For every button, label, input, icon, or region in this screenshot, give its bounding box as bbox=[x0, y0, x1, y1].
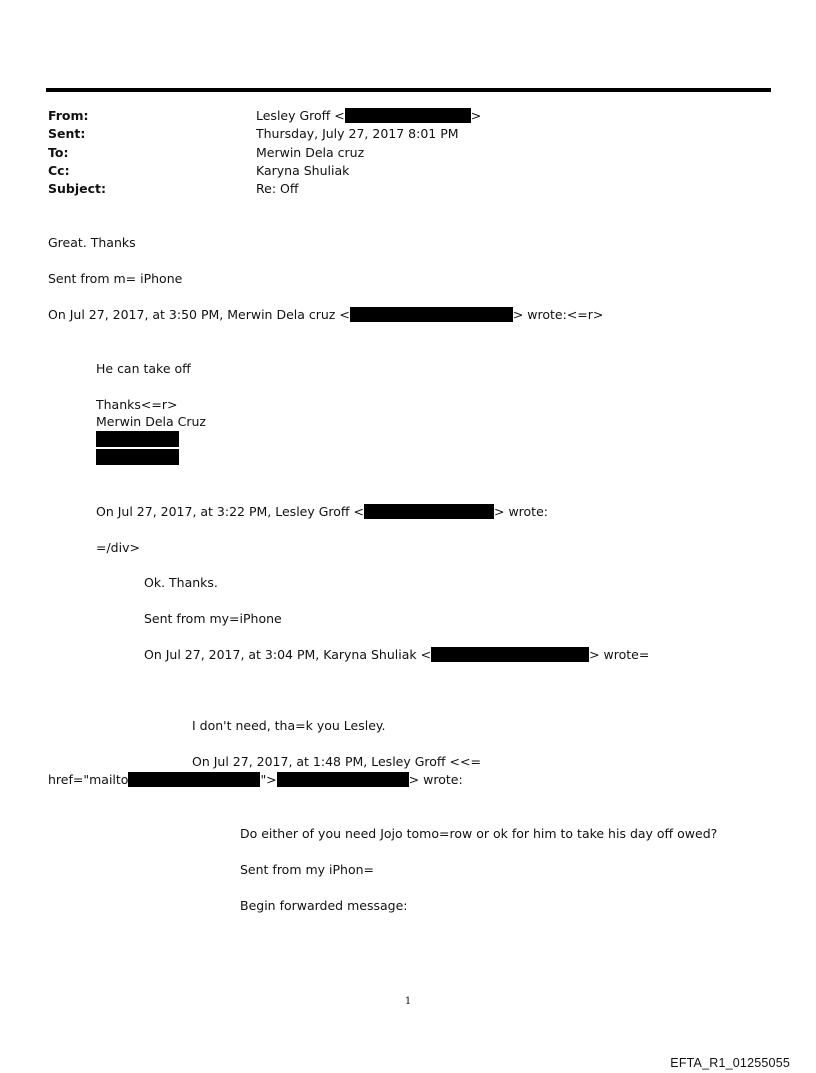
redaction-bar bbox=[345, 108, 471, 123]
quote-header-3-post: > wrote= bbox=[589, 647, 650, 662]
redaction-block bbox=[96, 449, 179, 465]
quote-header-2-pre: On Jul 27, 2017, at 3:22 PM, Lesley Groff < bbox=[96, 504, 364, 519]
to-value: Merwin Dela cruz bbox=[256, 145, 365, 160]
quote-header-1 bbox=[48, 307, 603, 323]
quote-2-text: Ok. Thanks. bbox=[144, 575, 218, 590]
cc-label: Cc: bbox=[48, 163, 70, 178]
quote-1-thanks: Thanks<=r> bbox=[96, 397, 178, 412]
quote-header-4-href: href="mailto bbox=[48, 772, 129, 787]
from-label: From: bbox=[48, 108, 89, 123]
quote-header-4-line1: On Jul 27, 2017, at 1:48 PM, Lesley Groff <<= bbox=[192, 754, 481, 769]
quote-header-3 bbox=[144, 647, 649, 663]
subject-label: Subject: bbox=[48, 181, 106, 196]
from-close: > bbox=[470, 108, 482, 123]
quote-2-sent-from: Sent from my=iPhone bbox=[144, 611, 282, 626]
body-line-greeting: Great. Thanks bbox=[48, 235, 136, 250]
redaction-bar bbox=[277, 772, 409, 787]
quote-header-4-mid: "> bbox=[260, 772, 277, 787]
quote-1-text: He can take off bbox=[96, 361, 191, 376]
to-label: To: bbox=[48, 145, 69, 160]
div-close-artifact: =/div> bbox=[96, 540, 140, 555]
redaction-bar bbox=[364, 504, 494, 519]
quote-4-forwarded: Begin forwarded message: bbox=[240, 898, 408, 913]
cc-value: Karyna Shuliak bbox=[256, 163, 350, 178]
sent-label: Sent: bbox=[48, 126, 86, 141]
from-name: Lesley Groff < bbox=[256, 108, 345, 123]
sent-value: Thursday, July 27, 2017 8:01 PM bbox=[256, 126, 459, 141]
quote-header-2 bbox=[96, 504, 548, 520]
redaction-bar bbox=[431, 647, 589, 662]
subject-value: Re: Off bbox=[256, 181, 299, 196]
quote-3-text: I don't need, tha=k you Lesley. bbox=[192, 718, 386, 733]
quote-header-1-post: > wrote:<=r> bbox=[512, 307, 604, 322]
document-id-footer: EFTA_R1_01255055 bbox=[670, 1056, 790, 1070]
quote-1-signature: Merwin Dela Cruz bbox=[96, 414, 206, 429]
page-number: 1 bbox=[404, 996, 412, 1007]
quote-4-text: Do either of you need Jojo tomo=row or ok for him to take his day off owed? bbox=[240, 826, 718, 841]
quote-header-4-line2 bbox=[48, 772, 463, 788]
redaction-bar bbox=[350, 307, 513, 322]
header-divider bbox=[46, 88, 771, 92]
quote-4-sent-from: Sent from my iPhon= bbox=[240, 862, 375, 877]
redaction-bar bbox=[128, 772, 260, 787]
quote-header-2-post: > wrote: bbox=[494, 504, 548, 519]
quote-header-1-pre: On Jul 27, 2017, at 3:50 PM, Merwin Dela cruz < bbox=[48, 307, 350, 322]
from-value bbox=[256, 108, 481, 124]
body-line-sent-from: Sent from m= iPhone bbox=[48, 271, 183, 286]
redaction-block bbox=[96, 431, 179, 447]
quote-header-3-pre: On Jul 27, 2017, at 3:04 PM, Karyna Shuliak < bbox=[144, 647, 432, 662]
quote-header-4-post: > wrote: bbox=[408, 772, 463, 787]
